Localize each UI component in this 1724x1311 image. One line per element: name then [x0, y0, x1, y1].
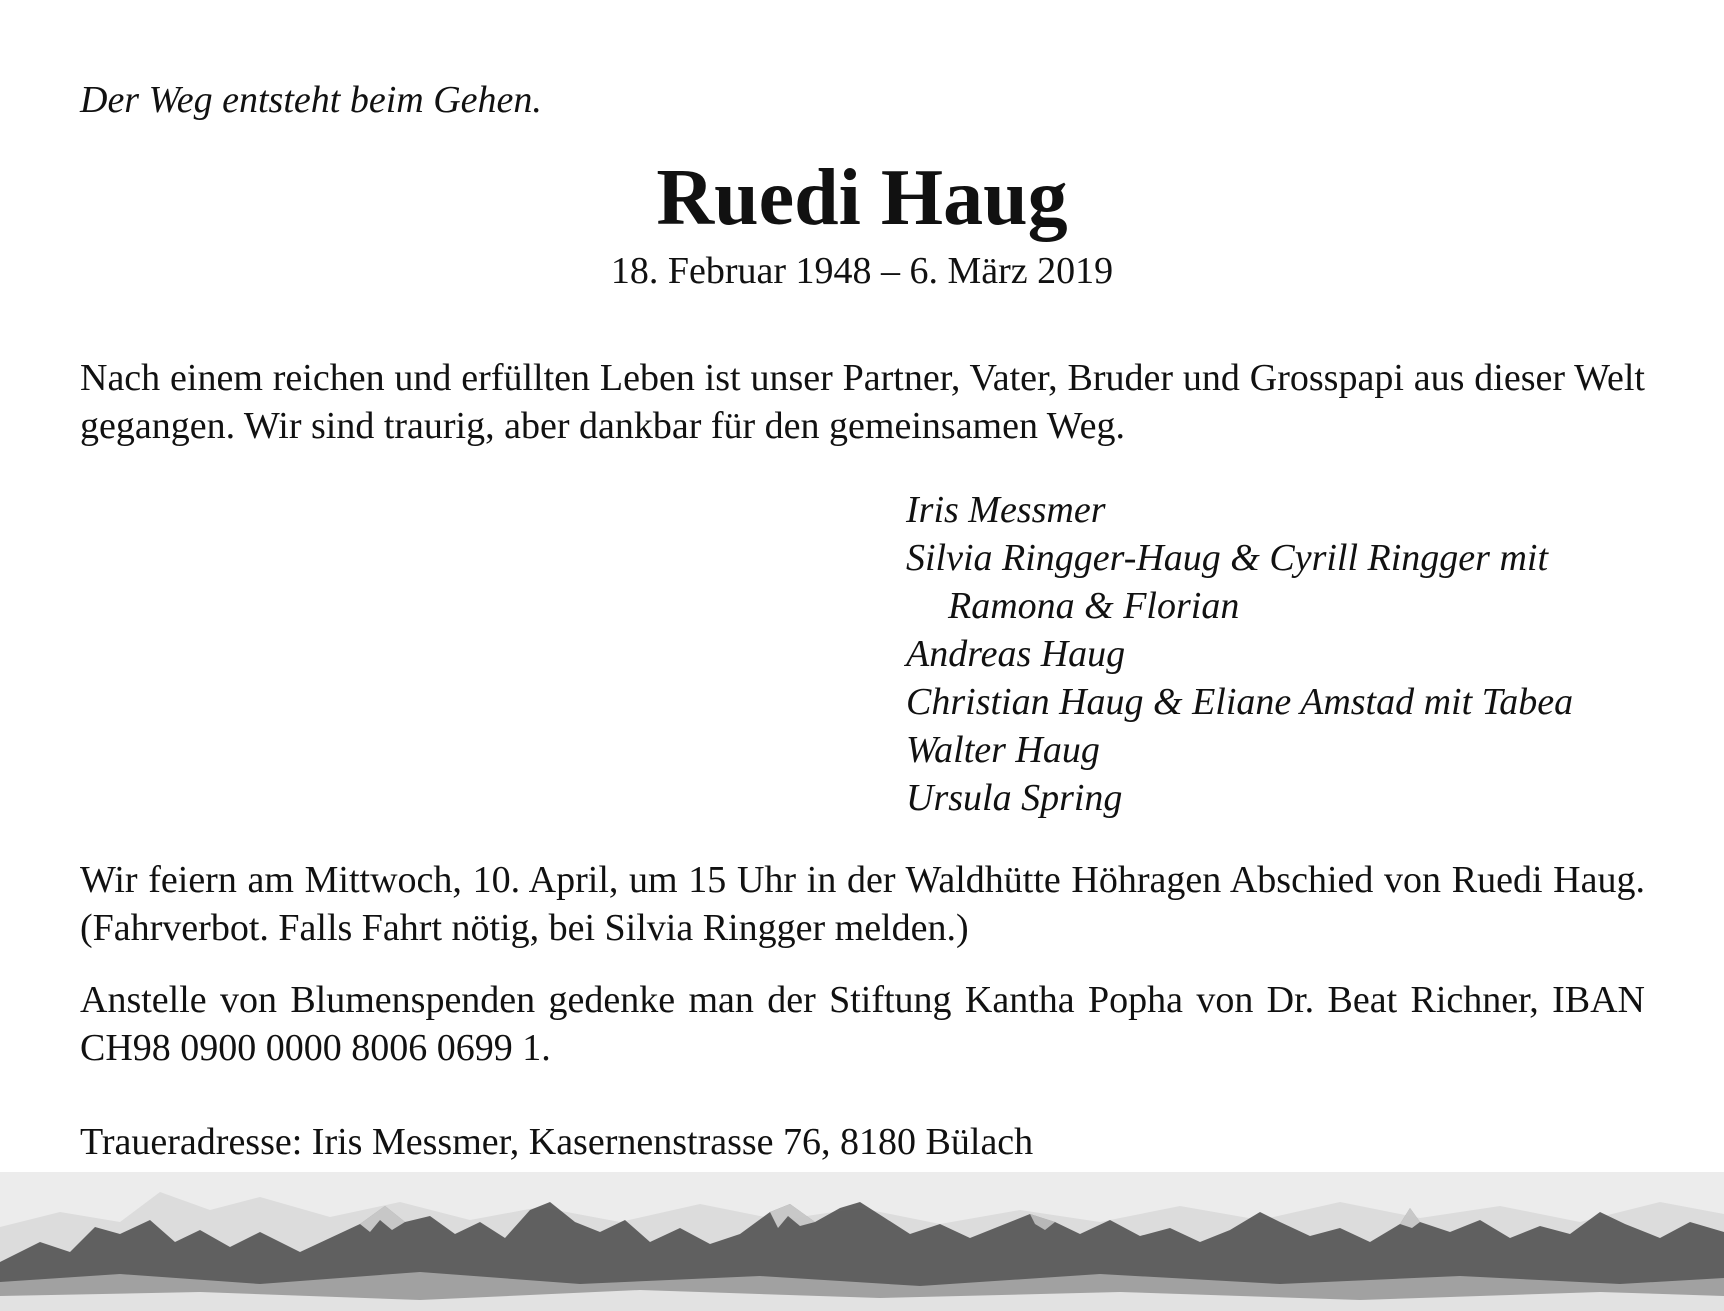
- family-member: Silvia Ringger-Haug & Cyrill Ringger mit: [906, 537, 1549, 579]
- deceased-name: Ruedi Haug: [656, 154, 1068, 242]
- family-member: Walter Haug: [906, 729, 1100, 771]
- family-member: Christian Haug & Eliane Amstad mit Tabea: [906, 681, 1574, 723]
- donation-text: Anstelle von Blumenspenden gedenke man der Stiftung Kantha Popha von Dr. Beat Richner, IBAN CH98 0900 0000 8006 0699 1.: [80, 979, 1645, 1069]
- motto: Der Weg entsteht beim Gehen.: [80, 79, 542, 121]
- mourning-address: Traueradresse: Iris Messmer, Kasernenstrasse 76, 8180 Bülach: [80, 1121, 1034, 1163]
- ceremony-text: Wir feiern am Mittwoch, 10. April, um 15 Uhr in der Waldhütte Höhragen Abschied von Ruedi Haug. (Fahrverbot. Falls Fahrt nötig, bei Silvia Ringger melden.): [80, 859, 1645, 949]
- family-list: [906, 486, 1666, 822]
- family-member: Ursula Spring: [906, 777, 1123, 819]
- family-member: Iris Messmer: [906, 489, 1106, 531]
- mountain-illustration: [0, 1172, 1724, 1311]
- family-member: Ramona & Florian: [948, 585, 1240, 627]
- intro-text: Nach einem reichen und erfüllten Leben ist unser Partner, Vater, Bruder und Grosspapi aus dieser Welt gegangen. Wir sind traurig, aber dankbar für den gemeinsamen Weg.: [80, 357, 1645, 447]
- life-dates: 18. Februar 1948 – 6. März 2019: [610, 250, 1114, 292]
- family-member: Andreas Haug: [906, 633, 1126, 675]
